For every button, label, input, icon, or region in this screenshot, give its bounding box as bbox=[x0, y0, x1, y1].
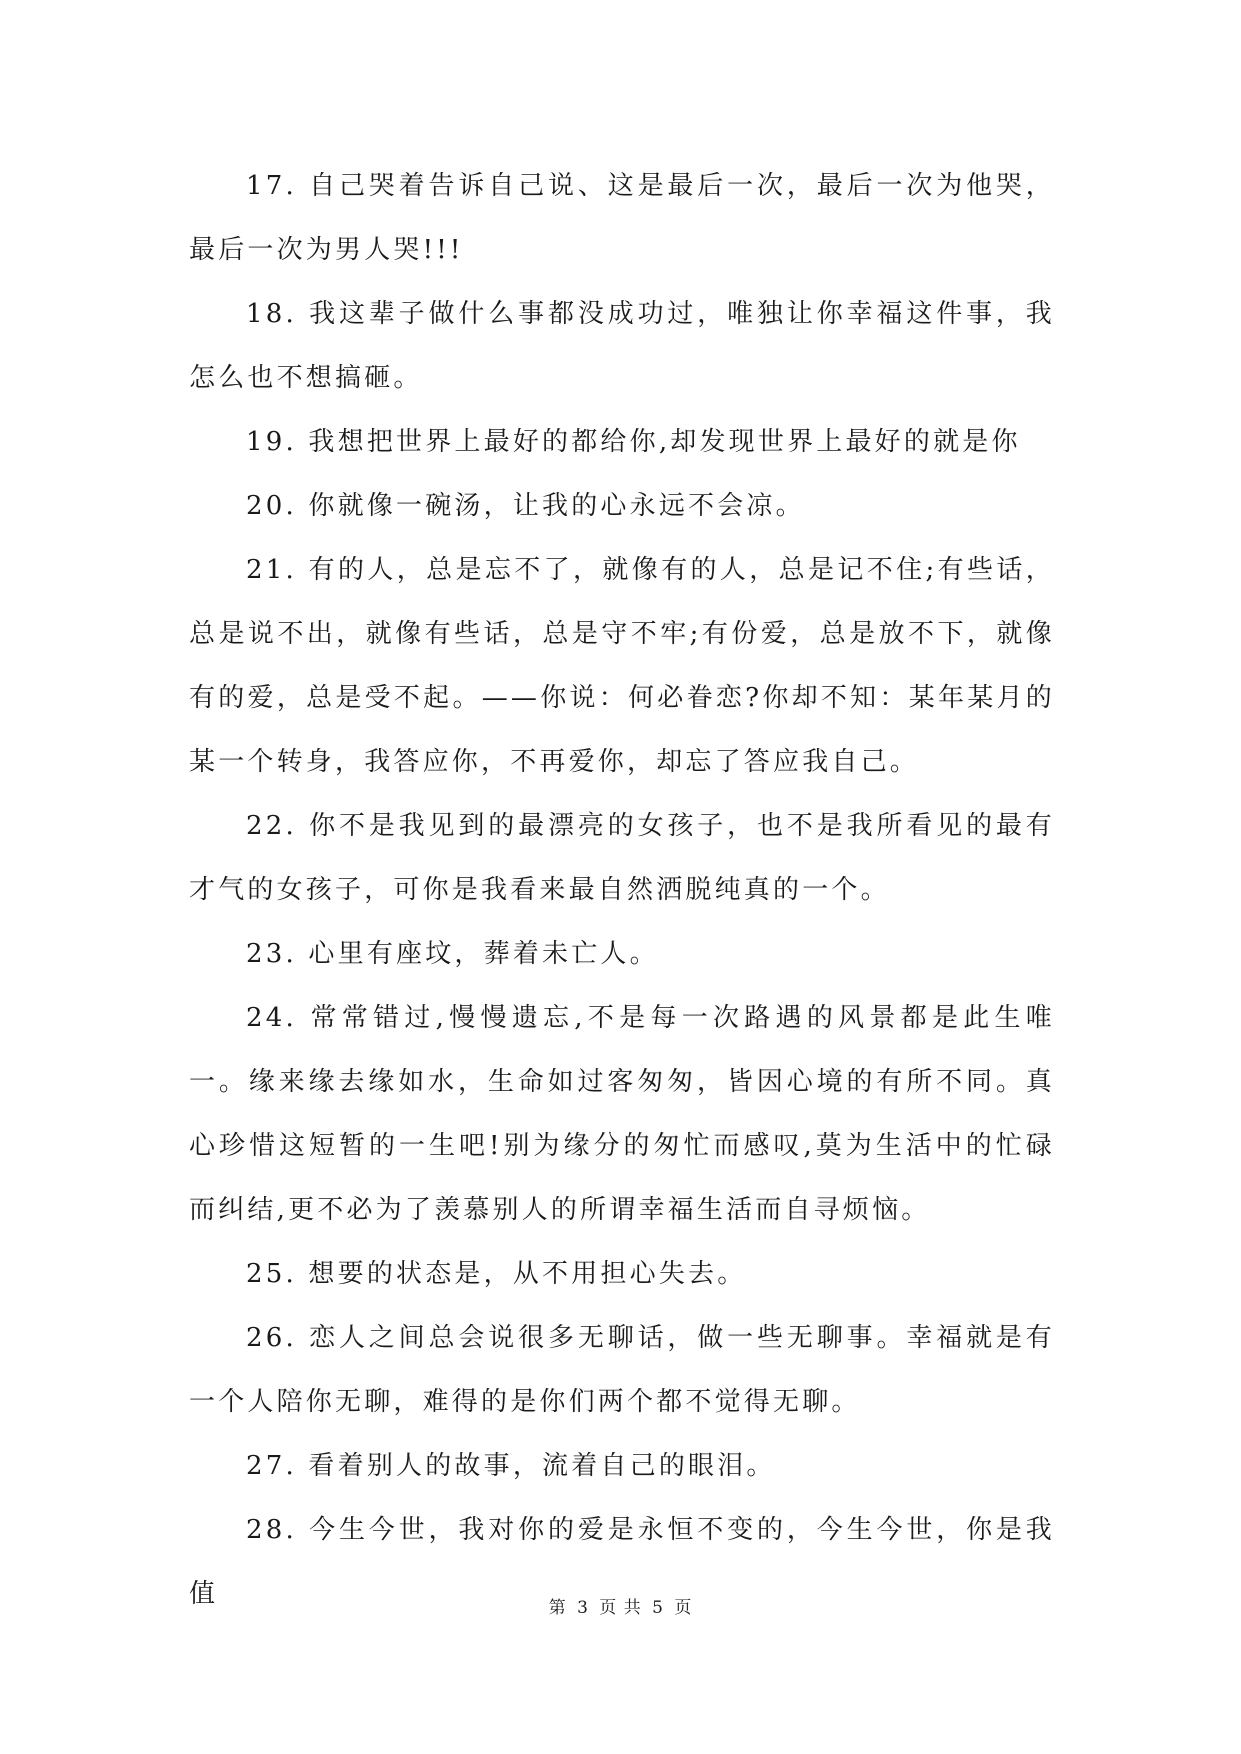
page-footer bbox=[0, 1593, 1241, 1618]
footer-suffix: 页 bbox=[674, 1598, 693, 1618]
paragraph-21: 21. 有的人，总是忘不了，就像有的人，总是记不住;有些话，总是说不出，就像有些话，总是守不牢;有份爱，总是放不下，就像有的爱，总是受不起。——你说：何必眷恋?你却不知：某年某月的某一个转身，我答应你，不再爱你，却忘了答应我自己。 bbox=[189, 555, 1055, 777]
paragraph-19: 19. 我想把世界上最好的都给你,却发现世界上最好的就是你 bbox=[246, 427, 1021, 457]
paragraph-22: 22. 你不是我见到的最漂亮的女孩子，也不是我所看见的最有才气的女孩子，可你是我看来最自然洒脱纯真的一个。 bbox=[189, 811, 1055, 905]
paragraph-24: 24. 常常错过,慢慢遗忘,不是每一次路遇的风景都是此生唯一。缘来缘去缘如水，生命如过客匆匆，皆因心境的有所不同。真心珍惜这短暂的一生吧!别为缘分的匆忙而感叹,莫为生活中的忙碌而纠结,更不必为了羡慕别人的所谓幸福生活而自寻烦恼。 bbox=[189, 1003, 1055, 1225]
footer-current-page: 3 bbox=[577, 1598, 589, 1618]
page-body bbox=[189, 154, 1055, 1626]
paragraph-20: 20. 你就像一碗汤，让我的心永远不会凉。 bbox=[246, 491, 805, 521]
paragraph-25: 25. 想要的状态是，从不用担心失去。 bbox=[246, 1259, 747, 1289]
footer-middle: 页 共 bbox=[599, 1598, 642, 1618]
paragraph-26: 26. 恋人之间总会说很多无聊话，做一些无聊事。幸福就是有一个人陪你无聊，难得的是你们两个都不觉得无聊。 bbox=[189, 1323, 1055, 1417]
footer-total-pages: 5 bbox=[652, 1598, 664, 1618]
paragraph-18: 18. 我这辈子做什么事都没成功过，唯独让你幸福这件事，我怎么也不想搞砸。 bbox=[189, 299, 1055, 393]
paragraph-27: 27. 看着别人的故事，流着自己的眼泪。 bbox=[246, 1451, 776, 1481]
paragraph-17: 17. 自己哭着告诉自己说、这是最后一次，最后一次为他哭，最后一次为男人哭!!! bbox=[189, 171, 1055, 265]
paragraph-28: 28. 今生今世，我对你的爱是永恒不变的，今生今世，你是我值 bbox=[189, 1515, 1055, 1609]
paragraph-23: 23. 心里有座坟，葬着未亡人。 bbox=[246, 939, 659, 969]
footer-prefix: 第 bbox=[548, 1598, 567, 1618]
